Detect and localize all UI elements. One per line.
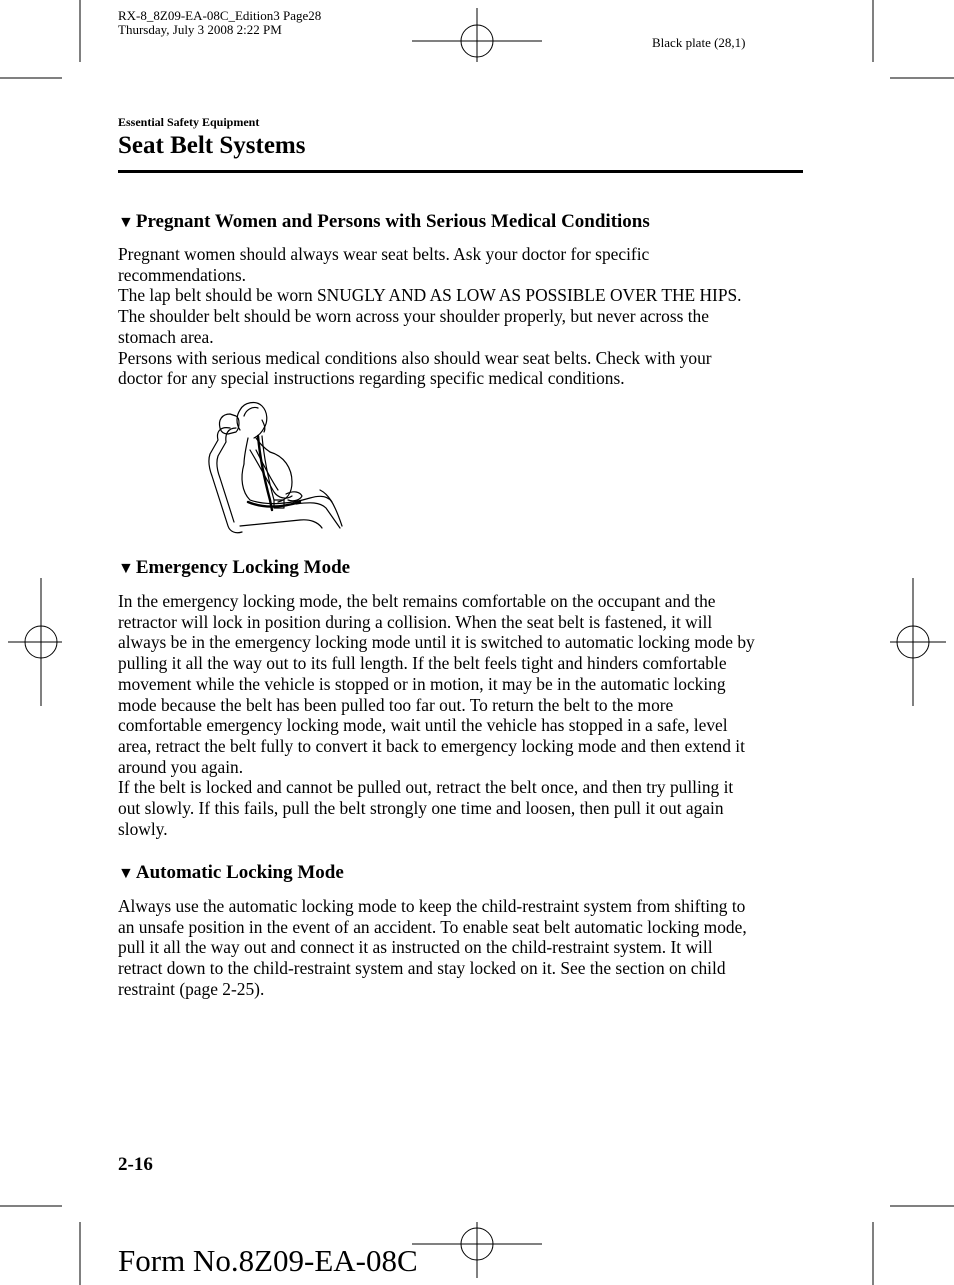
text-line: recommendations.: [118, 264, 246, 285]
text-line: restraint (page 2-25).: [118, 978, 265, 999]
text-line: pull it all the way out and connect it as instructed on the child-restraint system. It will: [118, 937, 713, 958]
section-label: Essential Safety Equipment: [118, 115, 260, 129]
text-line: pulling it all the way out to its full length. If the belt feels tight and hinders comfortable: [118, 653, 727, 674]
paragraph-pregnant: [118, 244, 808, 389]
text-line: Persons with serious medical conditions also should wear seat belts. Check with your: [118, 347, 712, 368]
section-heading-pregnant: ▼ Pregnant Women and Persons with Serious Medical Conditions: [118, 210, 650, 235]
pregnant-woman-seatbelt-illustration: [200, 398, 350, 538]
registration-mark-left: [8, 578, 62, 706]
plate-label: Black plate (28,1): [652, 35, 746, 50]
paragraph-emergency-locking: [118, 591, 808, 839]
text-line: retractor will lock in position during a collision. When the seat belt is fastened, it will: [118, 611, 713, 632]
text-line: Pregnant women should always wear seat belts. Ask your doctor for specific: [118, 244, 650, 264]
registration-mark-bottom: [412, 1222, 542, 1278]
text-line: The shoulder belt should be worn across your shoulder properly, but never across the: [118, 306, 709, 327]
text-line: The lap belt should be worn SNUGLY AND AS LOW AS POSSIBLE OVER THE HIPS.: [118, 285, 742, 306]
section-heading-emergency-locking: ▼ Emergency Locking Mode: [118, 556, 350, 581]
text-line: stomach area.: [118, 326, 214, 347]
section-heading-automatic-locking: ▼ Automatic Locking Mode: [118, 861, 344, 886]
title-rule: [118, 170, 803, 173]
text-line: around you again.: [118, 756, 244, 777]
text-line: area, retract the belt fully to convert it back to emergency locking mode and then extend it: [118, 735, 745, 756]
registration-mark-right: [890, 578, 946, 706]
page-title: Seat Belt Systems: [118, 132, 306, 159]
text-line: Always use the automatic locking mode to keep the child-restraint system from shifting to: [118, 896, 746, 916]
text-line: slowly.: [118, 818, 168, 839]
text-line: out slowly. If this fails, pull the belt strongly one time and loosen, then pull it out again: [118, 798, 724, 819]
text-line: mode because the belt has been pulled too far out. To return the belt to the more: [118, 694, 674, 715]
text-line: always be in the emergency locking mode until it is switched to automatic locking mode by: [118, 632, 755, 653]
text-line: In the emergency locking mode, the belt remains comfortable on the occupant and the: [118, 591, 716, 611]
text-line: doctor for any special instructions regarding specific medical conditions.: [118, 368, 625, 389]
form-number: Form No.8Z09-EA-08C: [118, 1243, 418, 1278]
down-triangle-icon: ▼: [118, 865, 134, 882]
down-triangle-icon: ▼: [118, 214, 134, 231]
text-line: an unsafe position in the event of an accident. To enable seat belt automatic locking mode,: [118, 916, 747, 937]
text-line: movement while the vehicle is stopped or in motion, it may be in the automatic locking: [118, 673, 726, 694]
text-line: retract down to the child-restraint system and stay locked on it. See the section on child: [118, 958, 726, 979]
print-date-line: Thursday, July 3 2008 2:22 PM: [118, 22, 282, 37]
paragraph-automatic-locking: [118, 896, 808, 1000]
down-triangle-icon: ▼: [118, 560, 134, 577]
page-number: 2-16: [118, 1154, 153, 1175]
text-line: If the belt is locked and cannot be pulled out, retract the belt once, and then try pulling it: [118, 777, 734, 798]
registration-mark-top: [412, 8, 542, 62]
text-line: comfortable emergency locking mode, wait until the vehicle has stopped in a safe, level: [118, 715, 728, 736]
print-job-line: RX-8_8Z09-EA-08C_Edition3 Page28: [118, 8, 322, 23]
